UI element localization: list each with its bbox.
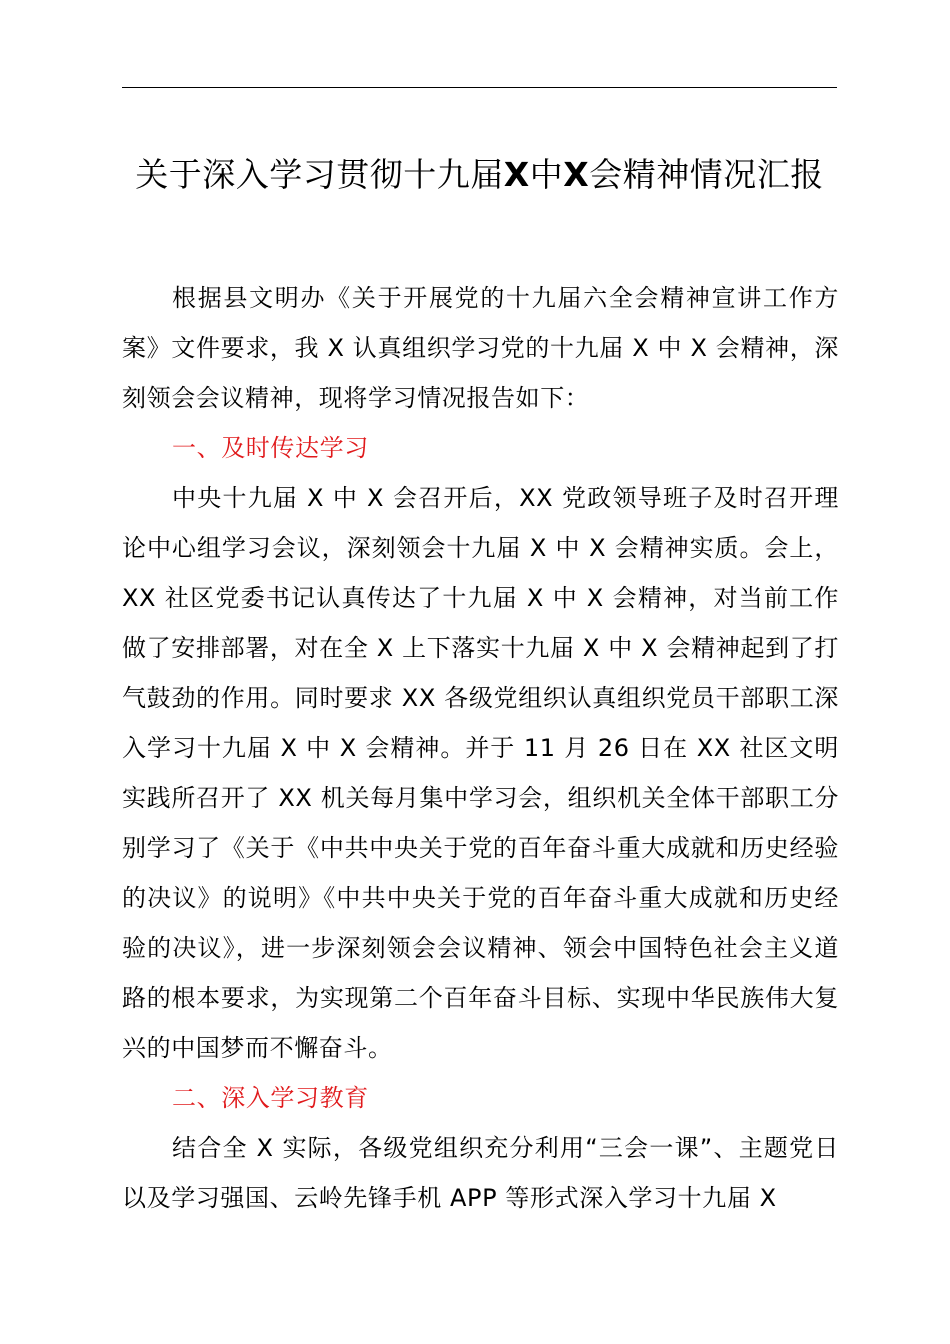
title-part-before: 关于深入学习贯彻十九届	[135, 155, 504, 194]
title-x-second: X	[563, 155, 590, 194]
section-paragraph-2: 结合全 X 实际，各级党组织充分利用“三会一课”、主题党日以及学习强国、云岭先锋手机 APP 等形式深入学习十九届 X	[122, 1134, 839, 1212]
title-x-first: X	[503, 155, 530, 194]
document-body	[122, 273, 839, 1223]
intro-paragraph: 根据县文明办《关于开展党的十九届六全会精神宣讲工作方案》文件要求，我 X 认真组织学习党的十九届 X 中 X 会精神，深刻领会会议精神，现将学习情况报告如下：	[122, 284, 839, 412]
title-part-middle: 中	[529, 155, 564, 194]
section-heading-2: 二、深入学习教育	[172, 1084, 369, 1112]
section-heading-1: 一、及时传达学习	[172, 434, 369, 462]
document-title	[122, 150, 837, 200]
header-rule	[122, 87, 837, 88]
title-part-after: 会精神情况汇报	[589, 155, 824, 194]
section-paragraph-1: 中央十九届 X 中 X 会召开后，XX 党政领导班子及时召开理论中心组学习会议，深刻领会十九届 X 中 X 会精神实质。会上，XX 社区党委书记认真传达了十九届 X 中 X 会精神，对当前工作做了安排部署，对在全 X 上下落实十九届 X 中 X 会精神起到了打气鼓劲的作用。同时要求 XX 各级党组织认真组织党员干部职工深入学习十九届 X 中 X 会精神。并于 11 月 26 日在 XX 社区文明实践所召开了 XX 机关每月集中学习会，组织机关全体干部职工分别学习了《关于《中共中央关于党的百年奋斗重大成就和历史经验的决议》的说明》《中共中央关于党的百年奋斗重大成就和历史经验的决议》，进一步深刻领会会议精神、领会中国特色社会主义道路的根本要求，为实现第二个百年奋斗目标、实现中华民族伟大复兴的中国梦而不懈奋斗。	[122, 484, 839, 1062]
